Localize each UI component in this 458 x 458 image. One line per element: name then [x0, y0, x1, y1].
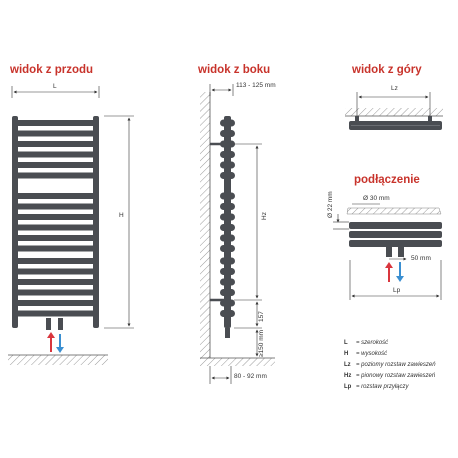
side-157-label: 157	[258, 311, 265, 322]
front-bar-5	[12, 162, 99, 168]
front-bar-13	[12, 258, 99, 264]
side-tube-4	[220, 151, 235, 158]
side-Hz-label: Hz	[261, 212, 268, 220]
connection-valve-left	[386, 247, 392, 257]
connection-spacing-label: 50 mm	[411, 255, 431, 262]
front-bar-9	[12, 214, 99, 220]
front-bar-17	[12, 300, 99, 306]
top-view	[345, 92, 443, 130]
front-left-upright	[12, 116, 18, 328]
front-bar-7	[12, 193, 99, 199]
side-tube-5	[220, 162, 235, 169]
side-tube-18	[220, 310, 235, 317]
side-tube-9	[220, 214, 235, 221]
front-bar-6	[12, 173, 99, 179]
legend-item-Hz: Hz = pionowy rozstaw zawieszeń	[344, 373, 436, 379]
side-wall-distance-label: 113 - 125 mm	[236, 82, 276, 89]
side-tube-6	[220, 172, 235, 179]
front-L-label: L	[53, 83, 57, 90]
top-right-bracket	[428, 116, 432, 121]
front-return-arrowhead	[56, 347, 64, 353]
side-tube-1	[220, 120, 235, 127]
top-Lz-label: Lz	[391, 85, 398, 92]
connection-tube-3	[349, 240, 442, 247]
front-bar-12	[12, 246, 99, 252]
front-H-label: H	[119, 212, 124, 219]
front-bar-4	[12, 152, 99, 158]
front-right-upright	[93, 116, 99, 328]
side-tube-14	[220, 268, 235, 275]
top-wall-hatch	[345, 108, 443, 116]
connection-wall-hatch	[347, 208, 441, 214]
legend-item-L: L = szerokość	[344, 340, 389, 346]
side-tube-7	[220, 193, 235, 200]
top-left-bracket	[355, 116, 359, 121]
side-bracket-spacing-label: 80 - 92 mm	[234, 373, 267, 380]
connection-tube-2	[349, 231, 442, 238]
side-tube-13	[220, 258, 235, 265]
side-tube-11	[220, 235, 235, 242]
legend	[344, 338, 436, 393]
front-bar-15	[12, 279, 99, 285]
side-tube-10	[220, 224, 235, 231]
side-upright	[224, 116, 231, 328]
front-floor-hatch	[8, 355, 108, 365]
front-supply-arrowhead	[47, 332, 55, 338]
front-valve-right	[58, 318, 63, 330]
side-floor-hatch	[200, 358, 275, 366]
side-valve	[225, 328, 230, 338]
front-bar-8	[12, 204, 99, 210]
front-bar-3	[12, 141, 99, 147]
front-valve-left	[46, 318, 51, 330]
connection-view-title: podłączenie	[354, 174, 420, 186]
front-bar-10	[12, 225, 99, 231]
front-view	[8, 86, 134, 365]
side-tube-8	[220, 203, 235, 210]
side-tube-16	[220, 289, 235, 296]
connection-valve-right	[398, 247, 404, 257]
connection-connector-diameter-label: Ø 30 mm	[363, 195, 390, 202]
legend-item-H: H = wysokość	[344, 351, 388, 357]
connection-tube-1	[349, 222, 442, 229]
connection-view	[333, 204, 442, 300]
front-bar-14	[12, 269, 99, 275]
front-bar-11	[12, 235, 99, 241]
front-bar-2	[12, 131, 99, 137]
front-view-title: widok z przodu	[10, 64, 94, 76]
front-radiator-bars	[12, 120, 99, 317]
side-wall-hatch	[200, 92, 210, 358]
connection-Lp-label: Lp	[393, 287, 401, 294]
legend-item-Lp: Lp = rozstaw przyłączy	[344, 384, 409, 390]
top-view-title: widok z góry	[352, 64, 422, 76]
side-tube-2	[220, 130, 235, 137]
side-view-title: widok z boku	[198, 64, 271, 76]
front-bar-16	[12, 290, 99, 296]
side-tube-15	[220, 279, 235, 286]
legend-item-Lz: Lz = poziomy rozstaw zawieszeń	[344, 362, 436, 368]
side-tube-12	[220, 245, 235, 252]
side-150-label: ≥150 mm	[258, 329, 265, 357]
connection-pipe-diameter-label: Ø 22 mm	[327, 191, 334, 218]
front-bar-1	[12, 120, 99, 126]
front-bar-18	[12, 311, 99, 317]
